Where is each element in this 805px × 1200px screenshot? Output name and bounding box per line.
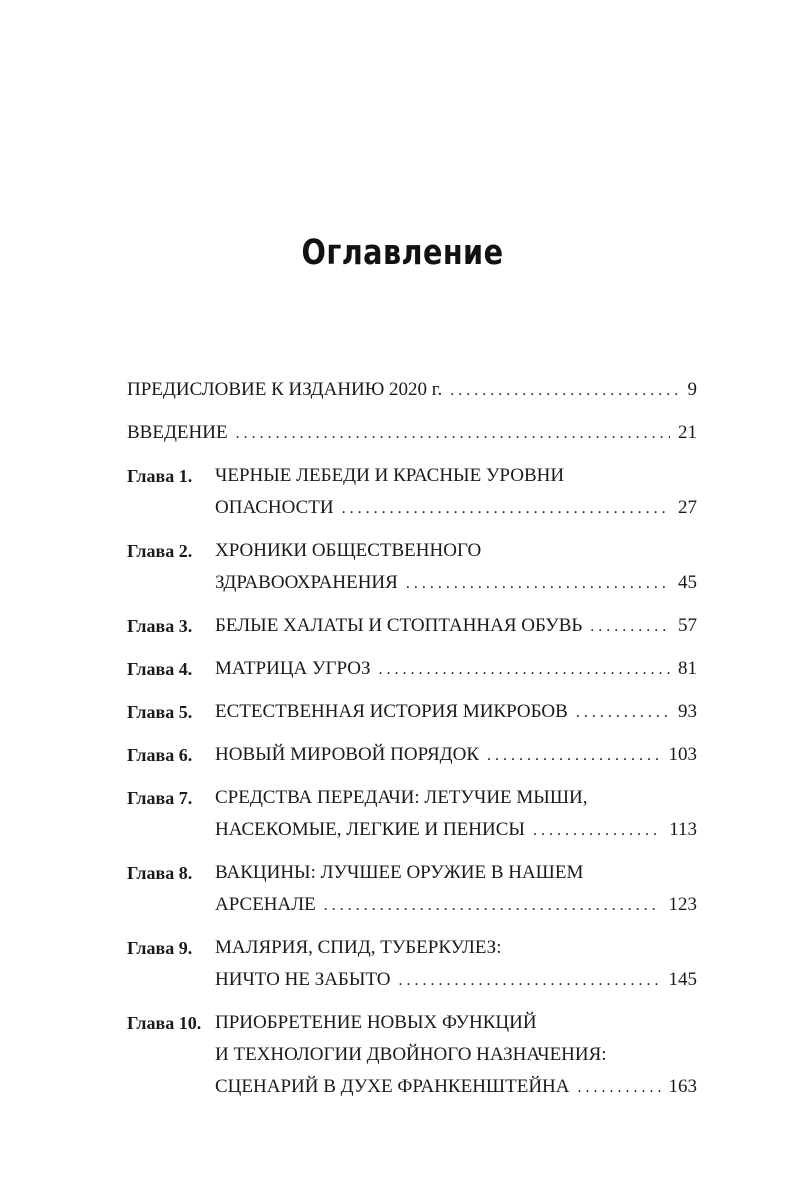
toc-entry[interactable] — [127, 460, 697, 525]
toc-entry[interactable] — [127, 739, 697, 772]
entry-title-line: ЕСТЕСТВЕННАЯ ИСТОРИЯ МИКРОБОВ — [215, 701, 568, 722]
entry-title — [215, 857, 697, 922]
entry-title-line: И ТЕХНОЛОГИИ ДВОЙНОГО НАЗНАЧЕНИЯ: — [215, 1044, 607, 1065]
page-number: 93 — [678, 701, 697, 722]
entry-title-line: ЗДРАВООХРАНЕНИЯ — [215, 572, 398, 593]
entry-title-line: ПРИОБРЕТЕНИЕ НОВЫХ ФУНКЦИЙ — [215, 1012, 537, 1033]
entry-title-line: ЧЕРНЫЕ ЛЕБЕДИ И КРАСНЫЕ УРОВНИ — [215, 465, 565, 486]
entry-title-line: ХРОНИКИ ОБЩЕСТВЕННОГО — [215, 540, 482, 561]
entry-title-line: ВАКЦИНЫ: ЛУЧШЕЕ ОРУЖИЕ В НАШЕМ — [215, 862, 584, 883]
entry-title-line: СЦЕНАРИЙ В ДУХЕ ФРАНКЕНШТЕЙНА — [215, 1076, 570, 1097]
page-number: 21 — [678, 422, 697, 443]
page-number: 103 — [668, 744, 697, 765]
dot-leader — [379, 654, 670, 686]
dot-leader — [399, 965, 661, 997]
entry-title-line: НОВЫЙ МИРОВОЙ ПОРЯДОК — [215, 744, 479, 765]
dot-leader — [487, 740, 661, 772]
chapter-number: Глава 7. — [127, 788, 193, 808]
toc-entry[interactable] — [127, 932, 697, 997]
page-number: 9 — [687, 379, 697, 400]
entry-title — [215, 460, 697, 525]
entry-title — [127, 417, 697, 450]
toc-entry[interactable] — [127, 610, 697, 643]
dot-leader — [590, 611, 670, 643]
toc-entry[interactable] — [127, 857, 697, 922]
chapter-number: Глава 1. — [127, 466, 193, 486]
chapter-number: Глава 6. — [127, 745, 193, 765]
toc-entry[interactable] — [127, 374, 697, 407]
dot-leader — [406, 568, 670, 600]
page-number: 57 — [678, 615, 697, 636]
entry-title-line: ОПАСНОСТИ — [215, 497, 334, 518]
dot-leader — [450, 375, 679, 407]
dot-leader — [576, 697, 670, 729]
chapter-number: Глава 5. — [127, 702, 193, 722]
entry-title — [127, 374, 697, 407]
page-number: 145 — [668, 969, 697, 990]
entry-title-line: МАТРИЦА УГРОЗ — [215, 658, 371, 679]
dot-leader — [533, 815, 661, 847]
page-number: 27 — [678, 497, 697, 518]
chapter-number: Глава 10. — [127, 1013, 202, 1033]
entry-title-line: АРСЕНАЛЕ — [215, 894, 316, 915]
entry-title — [215, 535, 697, 600]
entry-title — [215, 739, 697, 772]
toc-entry[interactable] — [127, 696, 697, 729]
toc-entry[interactable] — [127, 782, 697, 847]
page-title: Оглавление — [301, 233, 504, 273]
dot-leader — [342, 493, 670, 525]
toc-entry[interactable] — [127, 653, 697, 686]
entry-title-line: НАСЕКОМЫЕ, ЛЕГКИЕ И ПЕНИСЫ — [215, 819, 525, 840]
page-number: 113 — [669, 819, 697, 840]
entry-title — [215, 696, 697, 729]
chapter-number: Глава 4. — [127, 659, 193, 679]
entry-title — [215, 653, 697, 686]
dot-leader — [577, 1072, 660, 1104]
entry-title-line: СРЕДСТВА ПЕРЕДАЧИ: ЛЕТУЧИЕ МЫШИ, — [215, 787, 588, 808]
toc-entry[interactable] — [127, 417, 697, 450]
chapter-number: Глава 2. — [127, 541, 193, 561]
entry-title — [215, 932, 697, 997]
toc-entry[interactable] — [127, 535, 697, 600]
entry-title — [215, 610, 697, 643]
entry-title-line: МАЛЯРИЯ, СПИД, ТУБЕРКУЛЕЗ: — [215, 937, 502, 958]
entry-title-line: ВВЕДЕНИЕ — [127, 422, 228, 443]
entry-title-line: НИЧТО НЕ ЗАБЫТО — [215, 969, 391, 990]
toc-entry[interactable] — [127, 1007, 697, 1104]
chapter-number: Глава 8. — [127, 863, 193, 883]
page-number: 163 — [668, 1076, 697, 1097]
dot-leader — [324, 890, 661, 922]
dot-leader — [236, 418, 670, 450]
entry-title-line: ПРЕДИСЛОВИЕ К ИЗДАНИЮ 2020 г. — [127, 379, 443, 400]
table-of-contents — [127, 374, 697, 1104]
entry-title — [215, 1007, 697, 1104]
page-number: 123 — [668, 894, 697, 915]
chapter-number: Глава 3. — [127, 616, 193, 636]
chapter-number: Глава 9. — [127, 938, 193, 958]
entry-title-line: БЕЛЫЕ ХАЛАТЫ И СТОПТАННАЯ ОБУВЬ — [215, 615, 583, 636]
page-number: 45 — [678, 572, 697, 593]
page-number: 81 — [678, 658, 697, 679]
entry-title — [215, 782, 697, 847]
